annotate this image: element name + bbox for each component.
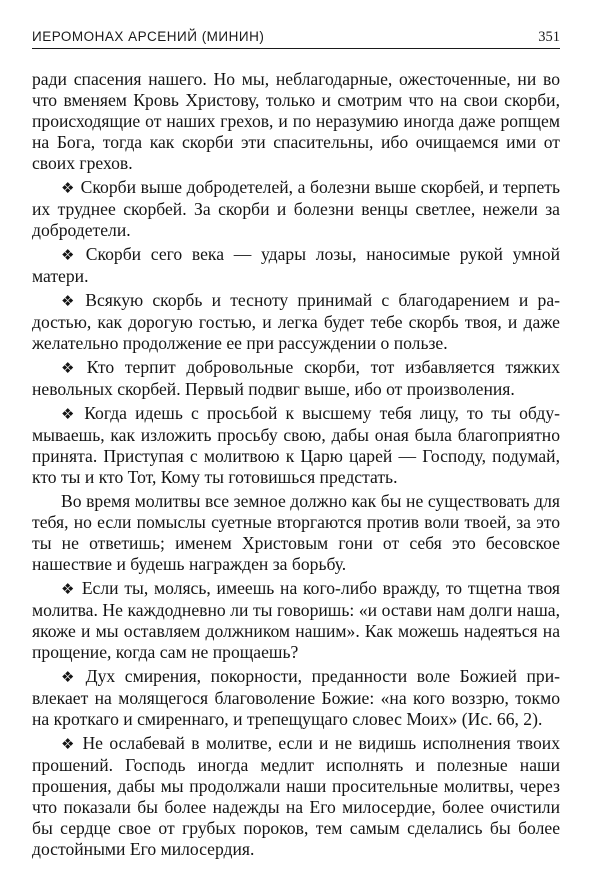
bullet-icon: ❖ xyxy=(61,580,76,598)
paragraph xyxy=(32,733,560,860)
header-title: ИЕРОМОНАХ АРСЕНИЙ (МИНИН) xyxy=(32,29,265,44)
body-text xyxy=(32,69,560,860)
bullet-icon: ❖ xyxy=(61,668,80,686)
paragraph xyxy=(32,403,560,488)
bullet-icon: ❖ xyxy=(61,179,75,197)
paragraph-text: Скорби сего века — удары лозы, наносимые рукой умной матери. xyxy=(32,244,560,286)
paragraph xyxy=(32,290,560,354)
bullet-icon: ❖ xyxy=(61,246,80,264)
paragraph xyxy=(32,491,560,575)
bullet-icon: ❖ xyxy=(61,405,79,423)
paragraph xyxy=(32,578,560,663)
paragraph xyxy=(32,357,560,400)
running-header xyxy=(32,26,560,49)
paragraph-text: Если ты, молясь, имеешь на кого-либо вражду, то тщетна твоя молитва. Не каждодневно ли ты говоришь: «и остави нам долги наша, якоже и мы оставляем должником нашим». Как можешь надеяться на прощение, когда сам не прощаешь? xyxy=(32,578,560,662)
paragraph-text: Не ослабевай в молитве, если и не видишь исполнения твоих прошений. Господь иногда медлит исполнять и полезные наши прошения, дабы мы продолжали наши просительные молитвы, через что показали бы более надежды на Его милосердие, более очистили бы сердце свое от грубых пороков, тем самым сделались бы более достойными Его милосердия. xyxy=(32,733,560,859)
paragraph-text: ради спасения нашего. Но мы, неблагодарные, ожесточенные, ни во что вменяем Кровь Христову, только и смотрим что на свои скорби, происходящие от наших грехов, и по неразумию иногда даже ропщем на Бога, тогда как скорби эти спасительны, ибо очищаемся ими от своих грехов. xyxy=(32,69,560,173)
page-number: 351 xyxy=(538,29,560,45)
paragraph-text: Во время молитвы все земное должно как бы не существовать для тебя, но если помыслы суетные вторгаются против воли твоей, за это ты не ответишь; именем Христовым гони от себя это бесовское нашествие и будешь награжден за борьбу. xyxy=(32,491,560,574)
paragraph xyxy=(32,666,560,730)
paragraph-text: Скорби выше добродетелей, а болезни выше скорбей, и терпеть их труднее скорбей. За скорби и болезни венцы светлее, нежели за добродетели. xyxy=(32,177,560,240)
paragraph xyxy=(32,244,560,287)
paragraph-text: Всякую скорбь и тесноту принимай с благодарением и радостью, как дорогую гостью, и легка будет тебе скорбь твоя, и даже желательно продолжение ее при рассуждении о пользе. xyxy=(32,290,560,353)
bullet-icon: ❖ xyxy=(61,735,77,753)
paragraph-text: Кто терпит добровольные скорби, тот избавляется тяжких невольных скорбей. Первый подвиг выше, ибо от произволения. xyxy=(32,357,560,399)
paragraph xyxy=(32,177,560,241)
paragraph xyxy=(32,69,560,174)
paragraph-text: Дух смирения, покорности, преданности воле Божией привлекает на молящегося благоволение Божие: «на кого воззрю, токмо на кроткаго и смиреннаго, и трепещущаго словес Моих» (Ис. 66, 2). xyxy=(32,666,560,729)
bullet-icon: ❖ xyxy=(61,292,80,310)
bullet-icon: ❖ xyxy=(61,359,81,377)
paragraph-text: Когда идешь с просьбой к высшему тебя лицу, то ты обдумываешь, как изложить просьбу свою, дабы оная была благоприятно принята. Приступая с молитвою к Царю царей — Господу, подумай, кто ты и кто Тот, Кому ты готовишься предстать. xyxy=(32,403,560,487)
